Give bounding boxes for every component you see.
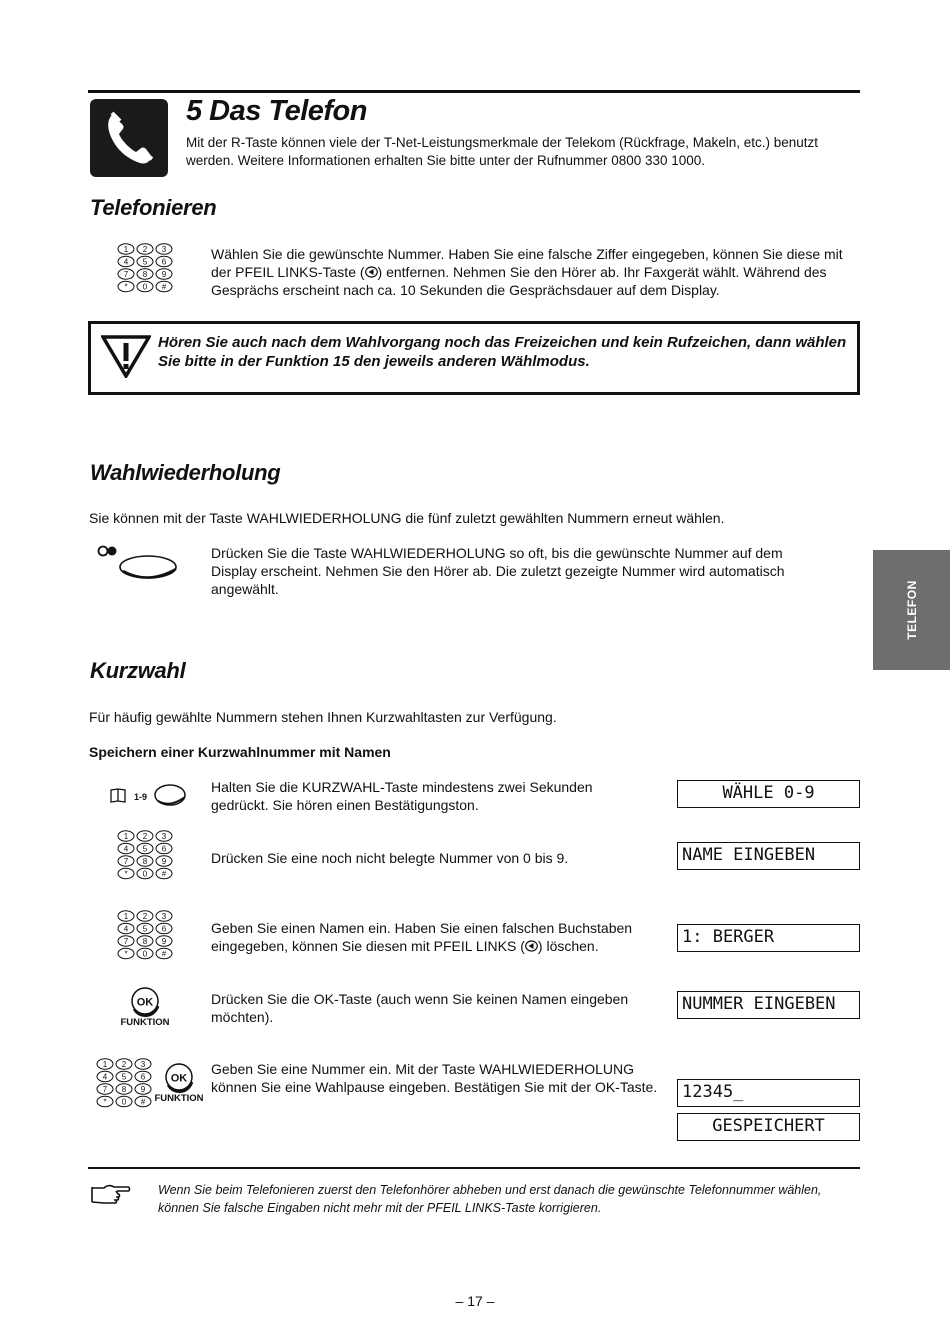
step-2-text: Drücken Sie eine noch nicht belegte Nummer von 0 bis 9. bbox=[211, 850, 569, 866]
keypad-key-label: 8 bbox=[121, 1085, 127, 1094]
phone-icon bbox=[90, 99, 168, 177]
keypad-key-label: 3 bbox=[161, 912, 167, 921]
keypad-key-label: 5 bbox=[142, 257, 148, 267]
keypad-key-label: 5 bbox=[142, 924, 148, 934]
keypad-key-label: 3 bbox=[161, 245, 167, 254]
top-rule bbox=[88, 90, 860, 93]
keypad-key-label: 9 bbox=[161, 270, 167, 279]
page-number: – 17 – bbox=[455, 1293, 495, 1309]
keypad-key-label: 1 bbox=[123, 245, 129, 254]
keypad-key-label: 0 bbox=[142, 869, 148, 879]
keypad-key-label: 5 bbox=[142, 844, 148, 854]
ok-key-label: OK bbox=[136, 996, 154, 1009]
speed-dial-key-icon bbox=[108, 780, 188, 810]
lcd-display-5: 12345_ bbox=[677, 1079, 860, 1107]
keypad-key-label: 6 bbox=[161, 257, 167, 267]
ok-key-label: OK bbox=[170, 1072, 188, 1085]
keypad-key-label: 1 bbox=[102, 1060, 108, 1069]
keypad-key-label: 9 bbox=[161, 937, 167, 946]
keypad-icon bbox=[116, 830, 174, 880]
keypad-key-label: 2 bbox=[142, 832, 148, 841]
wahlwiederholung-step: Drücken Sie die Taste WAHLWIEDERHOLUNG so oft, bis die gewünschte Nummer auf dem Display erscheint. Nehmen Sie den Hörer ab. Die zuletzt gezeigte Nummer wird automatisch angewählt. bbox=[211, 545, 785, 597]
funktion-key-label: FUNKTION bbox=[154, 1093, 204, 1104]
keypad-key-label: * bbox=[103, 1097, 107, 1107]
ok-funktion-key-icon bbox=[152, 1062, 208, 1108]
warning-text: Hören Sie auch nach dem Wahlvorgang noch das Freizeichen und kein Rufzeichen, dann wählen Sie bitte in der Funktion 15 den jeweils anderen Wählmodus. bbox=[158, 334, 847, 370]
step-5-text: Geben Sie eine Nummer ein. Mit der Taste WAHLWIEDERHOLUNG können Sie eine Wahlpause eingeben. Bestätigen Sie mit der OK-Taste. bbox=[211, 1061, 658, 1095]
keypad-key-label: # bbox=[161, 949, 167, 959]
keypad-icon bbox=[95, 1058, 153, 1108]
arrow-left-icon bbox=[525, 938, 538, 954]
step-4-text: Drücken Sie die OK-Taste (auch wenn Sie keinen Namen eingeben möchten). bbox=[211, 991, 629, 1025]
keypad-key-label: 1 bbox=[123, 912, 129, 921]
keypad-key-label: 7 bbox=[123, 857, 129, 866]
keypad-key-label: 7 bbox=[123, 937, 129, 946]
keypad-key-label: 0 bbox=[142, 282, 148, 292]
speed-dial-key-label: 1-9 bbox=[134, 792, 148, 802]
warning-icon bbox=[101, 334, 151, 378]
step-3-text: Geben Sie einen Namen ein. Haben Sie einen falschen Buchstaben eingegeben, können Sie diesen mit PFEIL LINKS ( ) löschen. bbox=[211, 920, 633, 954]
lcd-display-2: NAME EINGEBEN bbox=[677, 842, 860, 870]
keypad-key-label: * bbox=[124, 949, 128, 959]
lcd-display-6: GESPEICHERT bbox=[677, 1113, 860, 1141]
chapter-title: 5 Das Telefon bbox=[186, 95, 367, 127]
bottom-rule bbox=[88, 1167, 860, 1169]
keypad-key-label: 0 bbox=[121, 1097, 127, 1107]
lcd-display-3: 1: BERGER bbox=[677, 924, 860, 952]
keypad-key-label: 4 bbox=[123, 257, 129, 267]
keypad-key-label: * bbox=[124, 282, 128, 292]
keypad-key-label: * bbox=[124, 869, 128, 879]
keypad-key-label: 8 bbox=[142, 857, 148, 866]
kurzwahl-subheading: Speichern einer Kurzwahlnummer mit Namen bbox=[89, 744, 391, 760]
keypad-key-label: 2 bbox=[142, 245, 148, 254]
kurzwahl-intro: Für häufig gewählte Nummern stehen Ihnen Kurzwahltasten zur Verfügung. bbox=[89, 709, 557, 725]
keypad-key-label: 2 bbox=[142, 912, 148, 921]
arrow-left-icon bbox=[365, 264, 378, 280]
keypad-key-label: 6 bbox=[161, 844, 167, 854]
keypad-key-label: 8 bbox=[142, 270, 148, 279]
keypad-key-label: 4 bbox=[123, 844, 129, 854]
chapter-intro: Mit der R-Taste können viele der T-Net-Leistungsmerkmale der Telekom (Rückfrage, Makeln, etc.) benutzt werden. Weitere Informationen erhalten Sie bitte unter der Rufnummer 0800 330 1000. bbox=[186, 135, 819, 168]
keypad-key-label: # bbox=[140, 1097, 146, 1107]
heading-telefonieren: Telefonieren bbox=[90, 195, 217, 220]
keypad-icon bbox=[116, 243, 174, 293]
ok-funktion-key-icon bbox=[112, 986, 176, 1030]
lcd-display-4: NUMMER EINGEBEN bbox=[677, 991, 860, 1019]
keypad-key-label: 7 bbox=[123, 270, 129, 279]
heading-kurzwahl: Kurzwahl bbox=[90, 658, 186, 683]
keypad-key-label: 4 bbox=[102, 1072, 108, 1082]
keypad-key-label: 5 bbox=[121, 1072, 127, 1082]
keypad-key-label: 6 bbox=[140, 1072, 146, 1082]
keypad-key-label: 1 bbox=[123, 832, 129, 841]
keypad-key-label: 6 bbox=[161, 924, 167, 934]
keypad-key-label: # bbox=[161, 869, 167, 879]
keypad-key-label: 9 bbox=[161, 857, 167, 866]
funktion-key-label: FUNKTION bbox=[120, 1017, 170, 1028]
keypad-icon bbox=[116, 910, 174, 960]
keypad-key-label: 3 bbox=[161, 832, 167, 841]
keypad-key-label: 9 bbox=[140, 1085, 146, 1094]
wahlwiederholung-intro: Sie können mit der Taste WAHLWIEDERHOLUNG die fünf zuletzt gewählten Nummern erneut wählen. bbox=[89, 510, 725, 526]
lcd-display-1: WÄHLE 0-9 bbox=[677, 780, 860, 808]
pointing-hand-icon bbox=[90, 1182, 132, 1206]
keypad-key-label: 0 bbox=[142, 949, 148, 959]
note-text: Wenn Sie beim Telefonieren zuerst den Telefonhörer abheben und erst danach die gewünschte Telefonnummer wählen, können Sie falsche Eingaben nicht mehr mit der PFEIL LINKS-Taste korrigieren. bbox=[158, 1183, 822, 1215]
keypad-key-label: 3 bbox=[140, 1060, 146, 1069]
keypad-key-label: 2 bbox=[121, 1060, 127, 1069]
redial-key-icon bbox=[95, 542, 180, 582]
side-tab[interactable]: TELEFON bbox=[873, 550, 950, 670]
keypad-key-label: # bbox=[161, 282, 167, 292]
heading-wahlwiederholung: Wahlwiederholung bbox=[90, 460, 281, 485]
keypad-key-label: 4 bbox=[123, 924, 129, 934]
keypad-key-label: 8 bbox=[142, 937, 148, 946]
telefonieren-text: Wählen Sie die gewünschte Nummer. Haben Sie eine falsche Ziffer eingegeben, können Sie diese mit der PFEIL LINKS-Taste ( ) entfernen. Nehmen Sie den Hörer ab. Ihr Faxgerät wählt. Während des Gesprächs erscheint nach ca. 10 Sekunden die Gesprächsdauer auf dem Display. bbox=[211, 246, 843, 298]
step-1-text: Halten Sie die KURZWAHL-Taste mindestens zwei Sekunden gedrückt. Sie hören einen Bestätigungston. bbox=[211, 779, 593, 813]
keypad-key-label: 7 bbox=[102, 1085, 108, 1094]
